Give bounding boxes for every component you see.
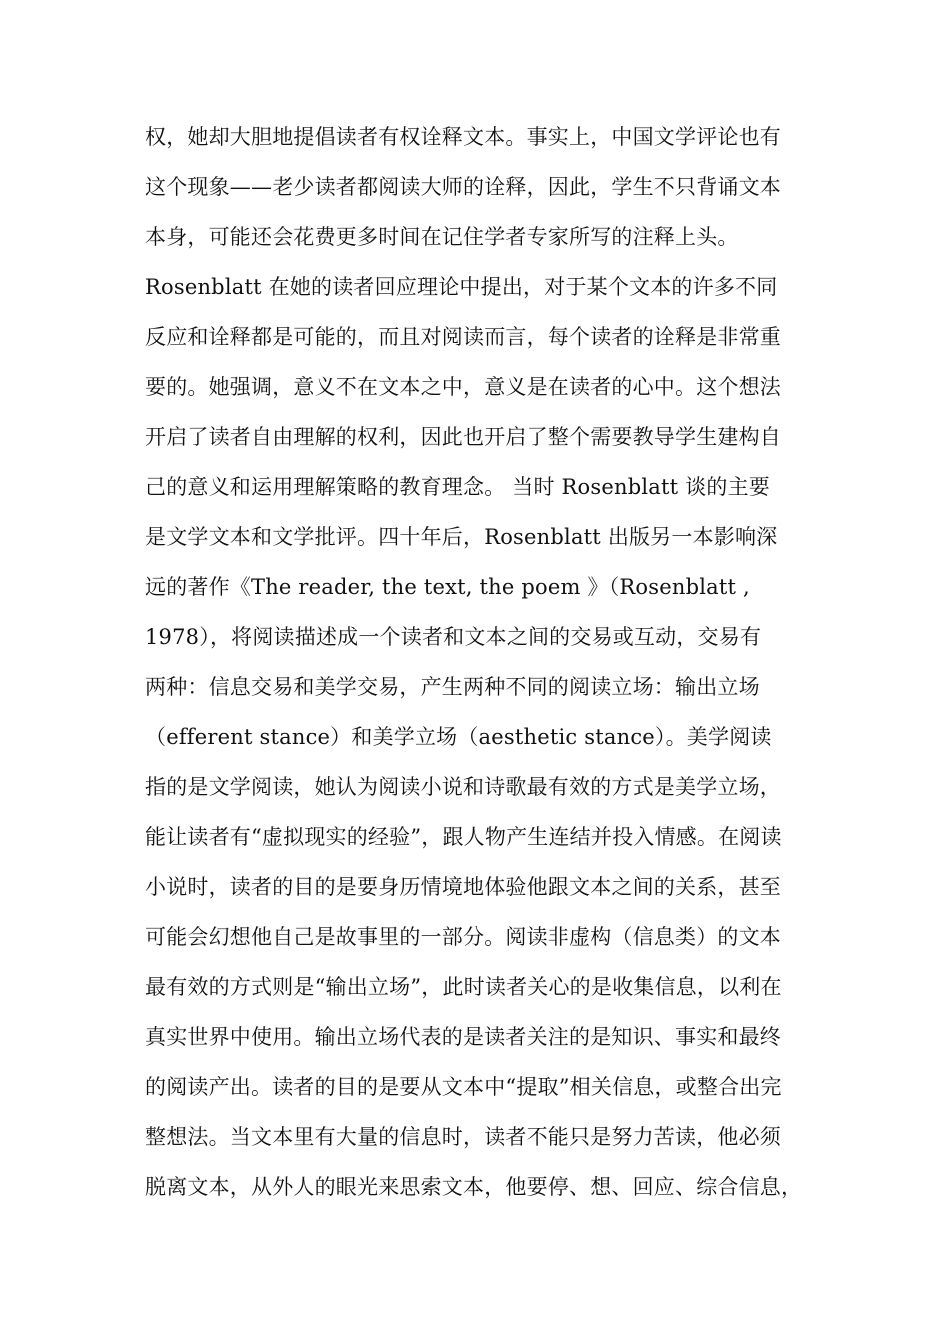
text-line-8: 己的意义和运用理解策略的教育理念。 当时 Rosenblatt 谈的主要 (145, 475, 770, 499)
text-line-22: 脱离文本，从外人的眼光来思索文本，他要停、想、回应、综合信息， (145, 1175, 803, 1199)
text-line-19: 真实世界中使用。输出立场代表的是读者关注的是知识、事实和最终 (145, 1025, 781, 1049)
body-text (145, 112, 810, 1212)
text-line-3: 本身，可能还会花费更多时间在记住学者专家所写的注释上头。 (145, 225, 739, 249)
text-line-2: 这个现象——老少读者都阅读大师的诠释，因此，学生不只背诵文本 (145, 175, 781, 199)
text-line-14: 指的是文学阅读，她认为阅读小说和诗歌最有效的方式是美学立场， (145, 775, 781, 799)
text-line-15: 能让读者有“虚拟现实的经验”，跟人物产生连结并投入情感。在阅读 (145, 825, 782, 849)
text-line-21: 整想法。当文本里有大量的信息时，读者不能只是努力苦读，他必须 (145, 1125, 781, 1149)
text-line-6: 要的。她强调，意义不在文本之中，意义是在读者的心中。这个想法 (145, 375, 781, 399)
text-line-1: 权，她却大胆地提倡读者有权诠释文本。事实上，中国文学评论也有 (145, 125, 781, 149)
text-line-20: 的阅读产出。读者的目的是要从文本中“提取”相关信息，或整合出完 (145, 1075, 782, 1099)
text-line-7: 开启了读者自由理解的权利，因此也开启了整个需要教导学生建构自 (145, 425, 781, 449)
text-line-12: 两种：信息交易和美学交易，产生两种不同的阅读立场：输出立场 (145, 675, 760, 699)
text-line-9: 是文学文本和文学批评。四十年后，Rosenblatt 出版另一本影响深 (145, 525, 778, 549)
text-line-17: 可能会幻想他自己是故事里的一部分。阅读非虚构（信息类）的文本 (145, 925, 781, 949)
text-line-5: 反应和诠释都是可能的，而且对阅读而言，每个读者的诠释是非常重 (145, 325, 781, 349)
text-line-18: 最有效的方式则是“输出立场”，此时读者关心的是收集信息，以利在 (145, 975, 782, 999)
text-line-13: （efferent stance）和美学立场（aesthetic stance）。美学阅读 (145, 725, 772, 749)
text-line-16: 小说时，读者的目的是要身历情境地体验他跟文本之间的关系，甚至 (145, 875, 781, 899)
text-line-10: 远的著作《The reader, the text, the poem 》（Rosenblatt , (145, 575, 750, 599)
text-line-11: 1978），将阅读描述成一个读者和文本之间的交易或互动，交易有 (145, 625, 762, 649)
text-line-4: Rosenblatt 在她的读者回应理论中提出，对于某个文本的许多不同 (145, 275, 778, 299)
